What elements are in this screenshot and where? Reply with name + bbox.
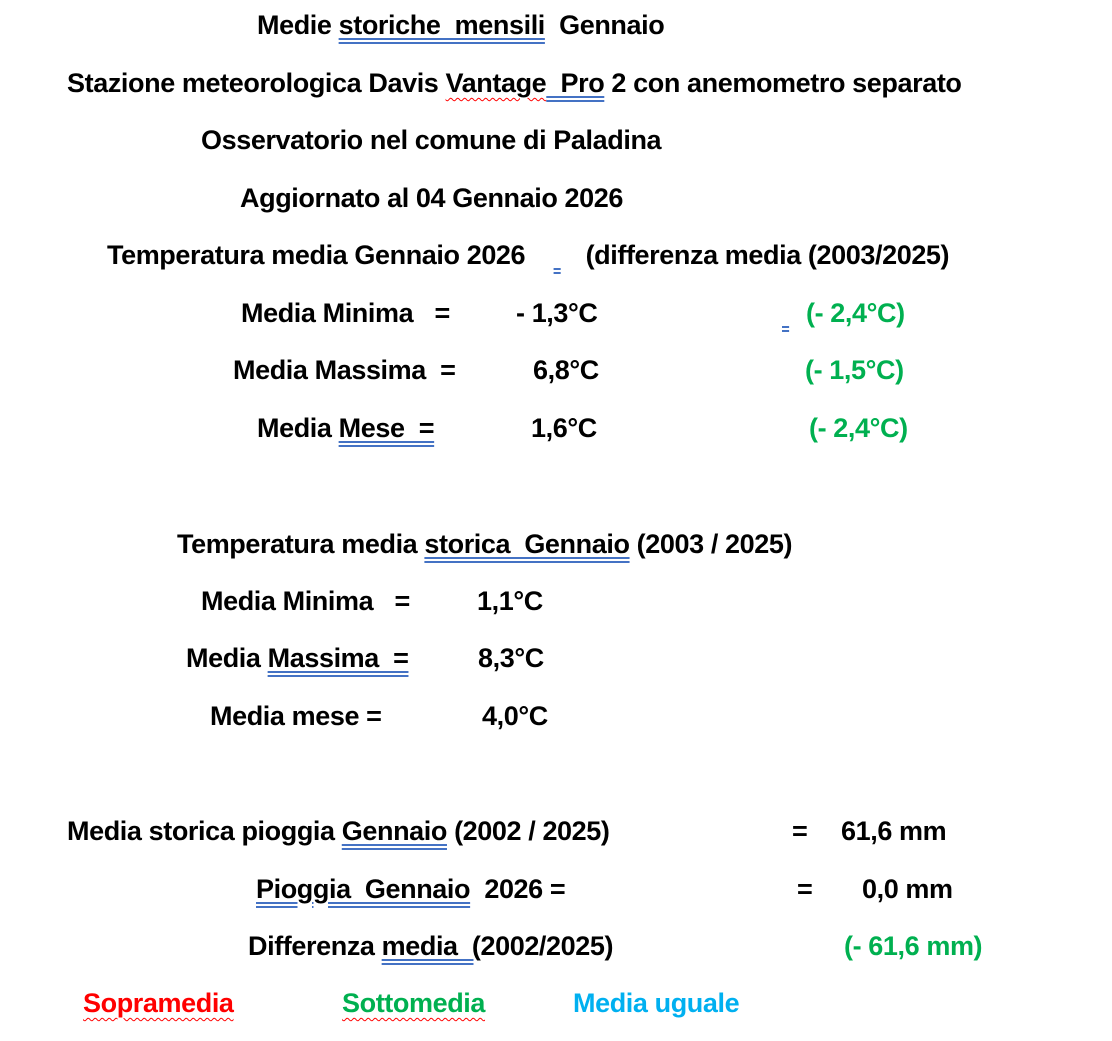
current-mean-diff: (- 2,4°C) bbox=[809, 413, 908, 443]
mean-label-underlined: Mese = bbox=[338, 413, 435, 443]
legend-below-label: Sottomedia bbox=[342, 988, 486, 1018]
historical-heading-underlined: storica Gennaio bbox=[424, 529, 630, 559]
rain-diff-label bbox=[248, 929, 613, 963]
rain-current-value: 0,0 mm bbox=[862, 874, 953, 904]
current-max-diff: (- 1,5°C) bbox=[805, 355, 904, 385]
max-label-prefix: Media bbox=[186, 643, 268, 673]
rain-historical-label bbox=[67, 814, 610, 848]
page-title bbox=[257, 8, 664, 42]
heading-underline-mark bbox=[554, 238, 586, 272]
current-min-label: Media Minima = bbox=[241, 298, 450, 328]
rain-current-underlined: Pioggia Gennaio bbox=[256, 874, 471, 904]
current-max-value: 6,8°C bbox=[533, 355, 599, 385]
rain-historical-underlined: Gennaio bbox=[341, 816, 447, 846]
current-min-diff-value: (- 2,4°C) bbox=[806, 298, 905, 328]
mean-label-prefix: Media bbox=[257, 413, 339, 443]
current-heading-right: (differenza media (2003/2025) bbox=[585, 240, 950, 270]
current-min-value: - 1,3°C bbox=[516, 298, 598, 328]
diff-underline-mark bbox=[782, 296, 806, 330]
observatory-line: Osservatorio nel comune di Paladina bbox=[201, 125, 662, 155]
max-label-underlined: Massima = bbox=[267, 643, 409, 673]
historical-mean-label: Media mese = bbox=[210, 701, 382, 731]
rain-current-label bbox=[256, 872, 565, 906]
station-prefix: Stazione meteorologica Davis bbox=[67, 68, 446, 98]
rain-historical-suffix: (2002 / 2025) bbox=[446, 816, 610, 846]
title-month: Gennaio bbox=[544, 10, 665, 40]
historical-heading-prefix: Temperatura media bbox=[177, 529, 425, 559]
title-prefix: Medie bbox=[257, 10, 339, 40]
historical-min-label: Media Minima = bbox=[201, 586, 410, 616]
rain-historical-eq: = bbox=[792, 816, 808, 846]
current-max-label: Media Massima = bbox=[233, 355, 456, 385]
current-min-diff bbox=[782, 296, 905, 330]
station-line bbox=[67, 66, 962, 100]
historical-heading bbox=[177, 527, 792, 561]
current-month-heading bbox=[107, 238, 949, 272]
rain-diff-prefix: Differenza bbox=[248, 931, 382, 961]
rain-current-eq: = bbox=[797, 874, 813, 904]
title-underlined: storiche mensili bbox=[338, 10, 545, 40]
legend-above bbox=[83, 986, 234, 1020]
heading-gap bbox=[525, 240, 553, 270]
updated-line: Aggiornato al 04 Gennaio 2026 bbox=[240, 183, 624, 213]
legend-above-label: Sopramedia bbox=[83, 988, 234, 1018]
rain-historical-prefix: Media storica pioggia bbox=[67, 816, 342, 846]
rain-diff-underlined: media ( bbox=[381, 931, 481, 961]
rain-current-suffix: 2026 = bbox=[470, 874, 566, 904]
historical-mean-value: 4,0°C bbox=[482, 701, 548, 731]
rain-diff-value: (- 61,6 mm) bbox=[844, 931, 983, 961]
historical-max-value: 8,3°C bbox=[478, 643, 544, 673]
station-suffix: 2 con anemometro separato bbox=[604, 68, 962, 98]
historical-heading-suffix: (2003 / 2025) bbox=[629, 529, 793, 559]
legend-equal: Media uguale bbox=[573, 988, 740, 1018]
historical-max-label bbox=[186, 641, 408, 675]
current-mean-value: 1,6°C bbox=[531, 413, 597, 443]
station-vantage: Vantage bbox=[445, 68, 547, 98]
current-mean-label bbox=[257, 411, 434, 445]
legend-below bbox=[342, 986, 485, 1020]
current-heading-left: Temperatura media Gennaio 2026 bbox=[107, 240, 526, 270]
station-pro: Pro bbox=[546, 68, 605, 98]
historical-min-value: 1,1°C bbox=[477, 586, 543, 616]
rain-diff-suffix: 2002/2025) bbox=[480, 931, 614, 961]
rain-historical-value: 61,6 mm bbox=[841, 816, 947, 846]
